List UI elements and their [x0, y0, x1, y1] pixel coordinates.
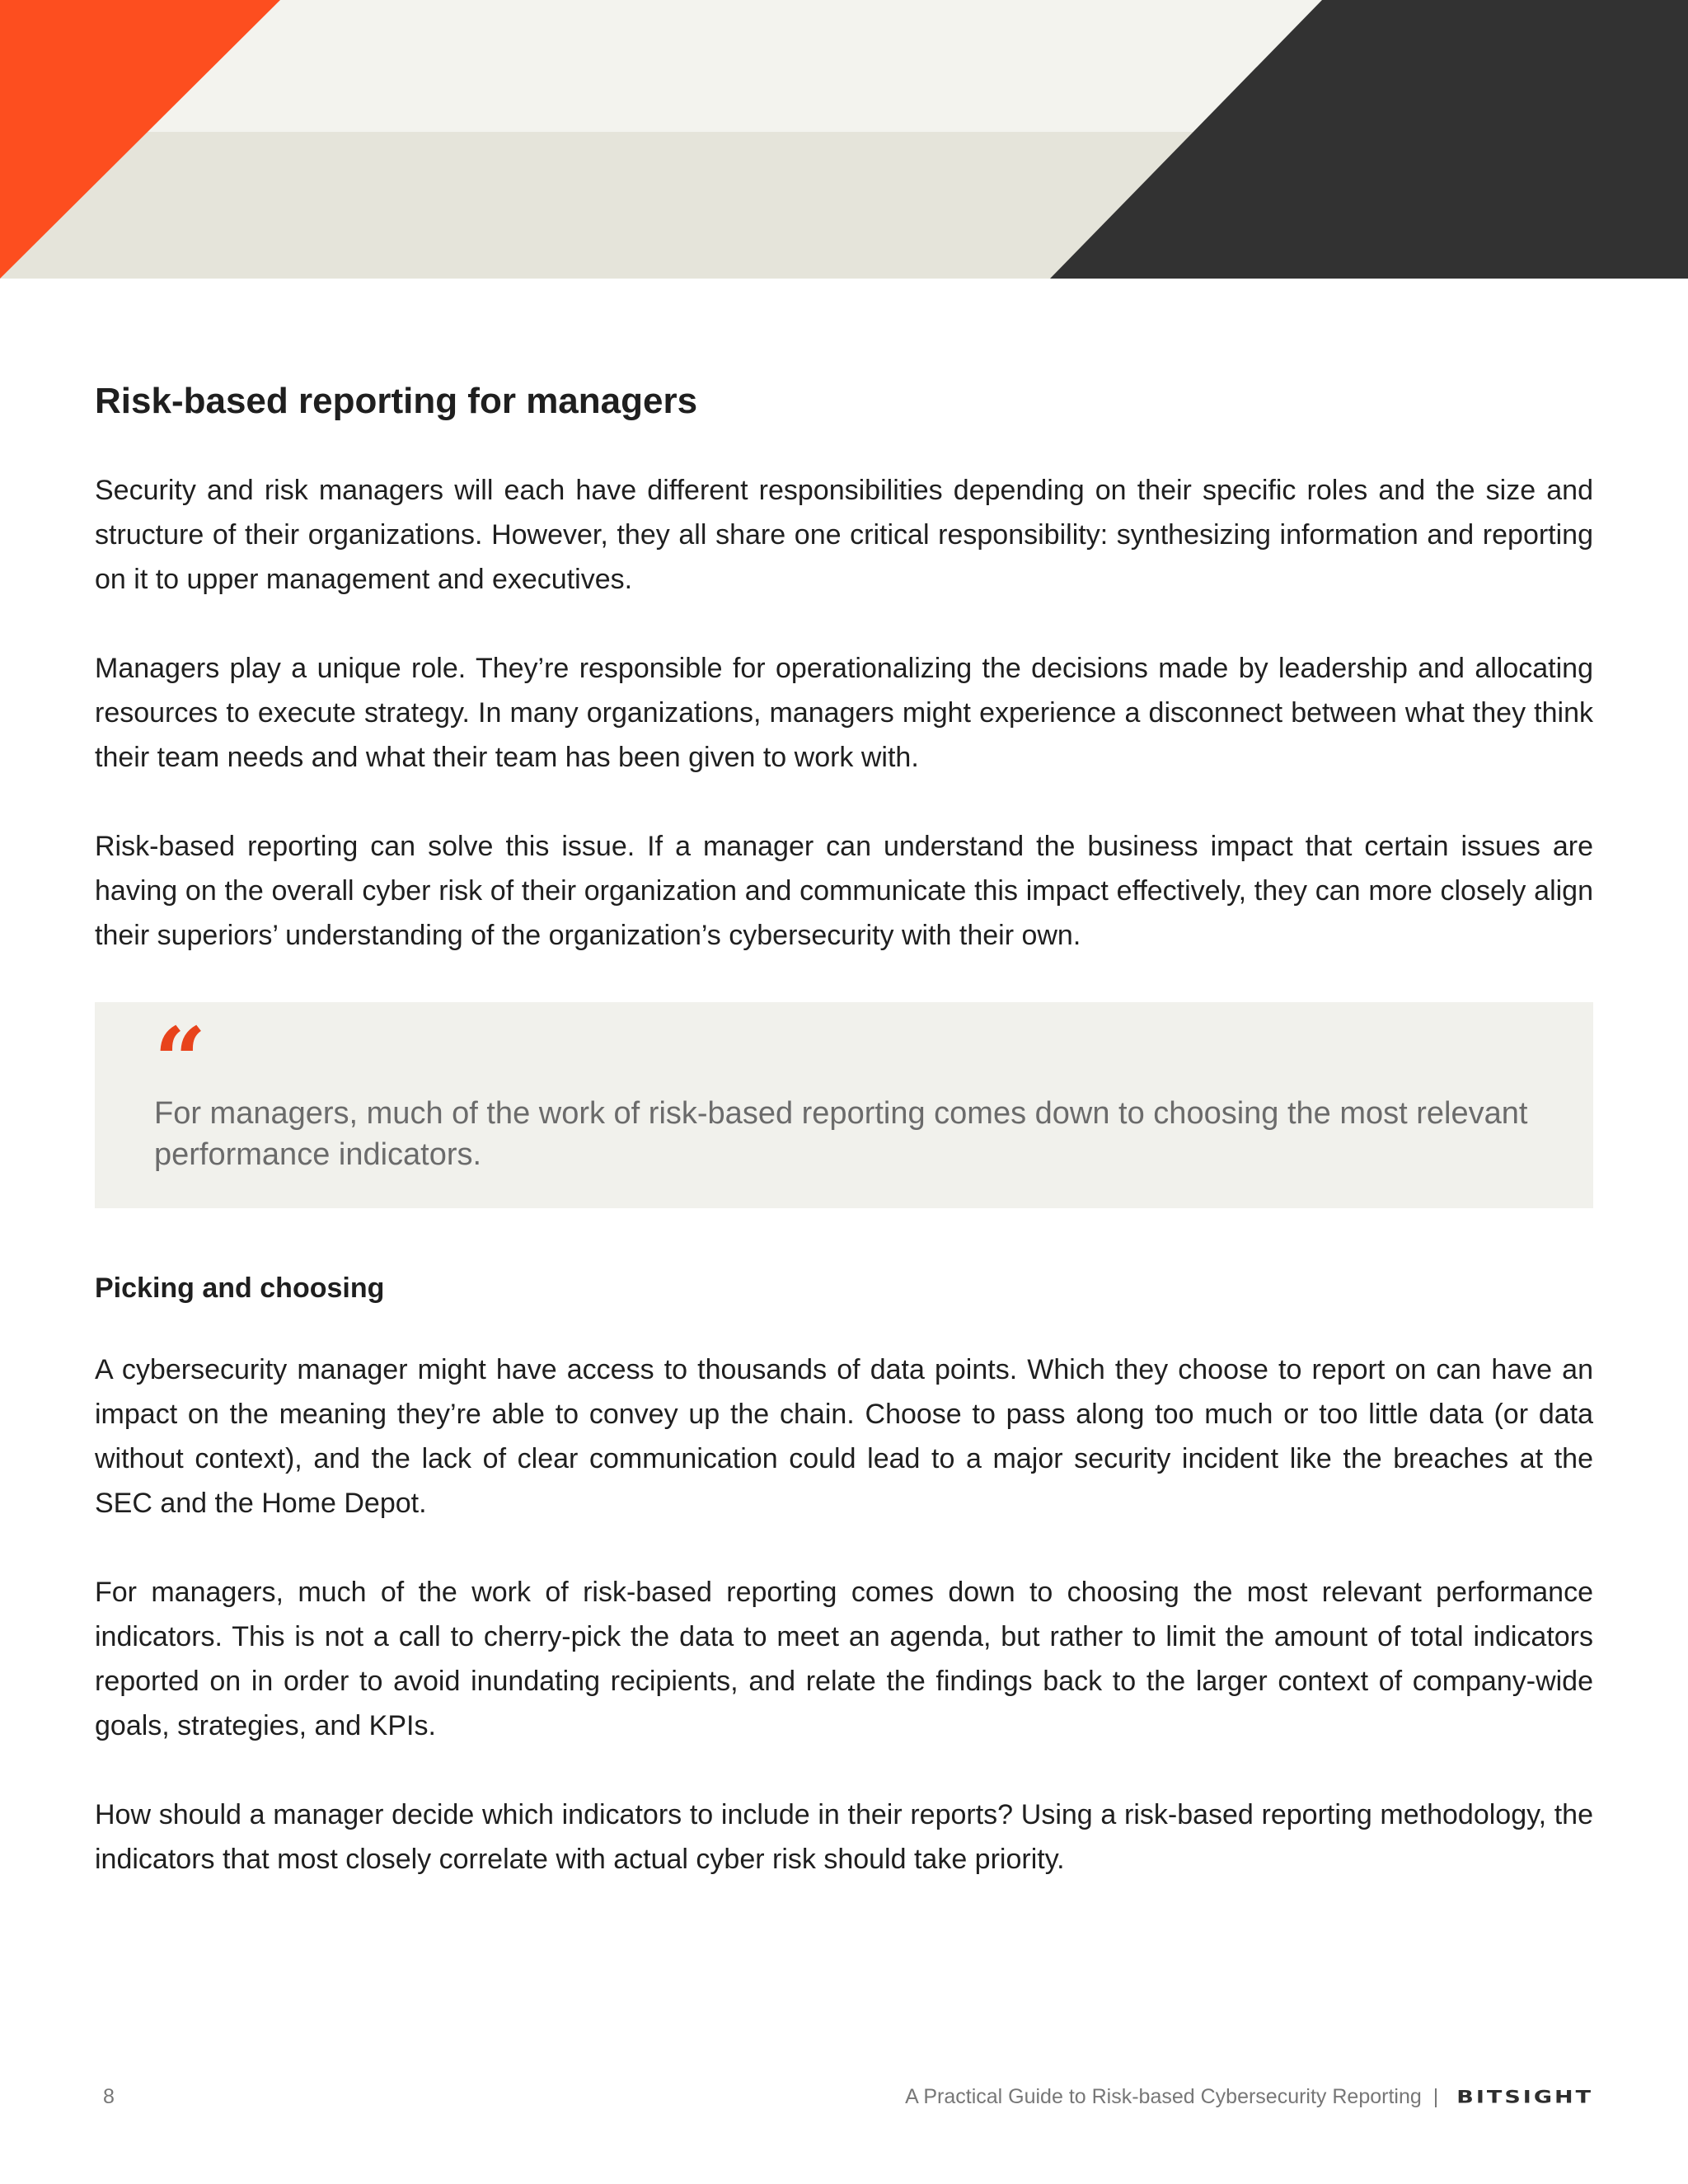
pull-quote-text: For managers, much of the work of risk-based reporting comes down to choosing the most relevant performance indicators. [154, 1096, 1528, 1172]
footer-right [905, 2080, 1593, 2113]
brand-logo: BITSIGHT [1456, 2086, 1593, 2107]
main-content [95, 381, 1593, 1926]
intro-paragraph-3: Risk-based reporting can solve this issue. If a manager can understand the business impact that certain issues are having on the overall cyber risk of their organization and communicate this impact effectively, they can more closely align their superiors’ understanding of the organization’s cybersecurity with their own. [95, 831, 1593, 951]
intro-paragraph-1: Security and risk managers will each have different responsibilities depending on their specific roles and the size and structure of their organizations. However, they all share one critical responsibility: synthesizing information and reporting on it to upper management and executives. [95, 475, 1593, 595]
footer-document-title: A Practical Guide to Risk-based Cybersecurity Reporting [905, 2084, 1422, 2108]
page-footer [95, 2080, 1593, 2113]
section-paragraph-1: A cybersecurity manager might have access to thousands of data points. Which they choose to report on can have an impact on the meaning they’re able to convey up the chain. Choose to pass along too much or too little data (or data without context), and the lack of clear communication could lead to a major security incident like the breaches at the SEC and the Home Depot. [95, 1354, 1593, 1519]
section-paragraph-2: For managers, much of the work of risk-based reporting comes down to choosing the most relevant performance indicators. This is not a call to cherry-pick the data to meet an agenda, but rather to limit the amount of total indicators reported on in order to avoid inundating recipients, and relate the findings back to the larger context of company-wide goals, strategies, and KPIs. [95, 1577, 1593, 1741]
intro-paragraph-2: Managers play a unique role. They’re responsible for operationalizing the decisions made by leadership and allocating resources to execute strategy. In many organizations, managers might experience a disconnect between what they think their team needs and what their team has been given to work with. [95, 653, 1593, 773]
page-number: 8 [103, 2085, 115, 2108]
quote-mark-icon: “ [154, 1007, 207, 1113]
section-paragraph-3: How should a manager decide which indicators to include in their reports? Using a risk-based reporting methodology, the indicators that most closely correlate with actual cyber risk should take priority. [95, 1799, 1593, 1875]
pull-quote [95, 1002, 1593, 1208]
page-title: Risk-based reporting for managers [95, 381, 698, 421]
footer-separator: | [1432, 2084, 1439, 2108]
section-heading: Picking and choosing [95, 1272, 385, 1304]
header-graphic [0, 0, 1688, 279]
